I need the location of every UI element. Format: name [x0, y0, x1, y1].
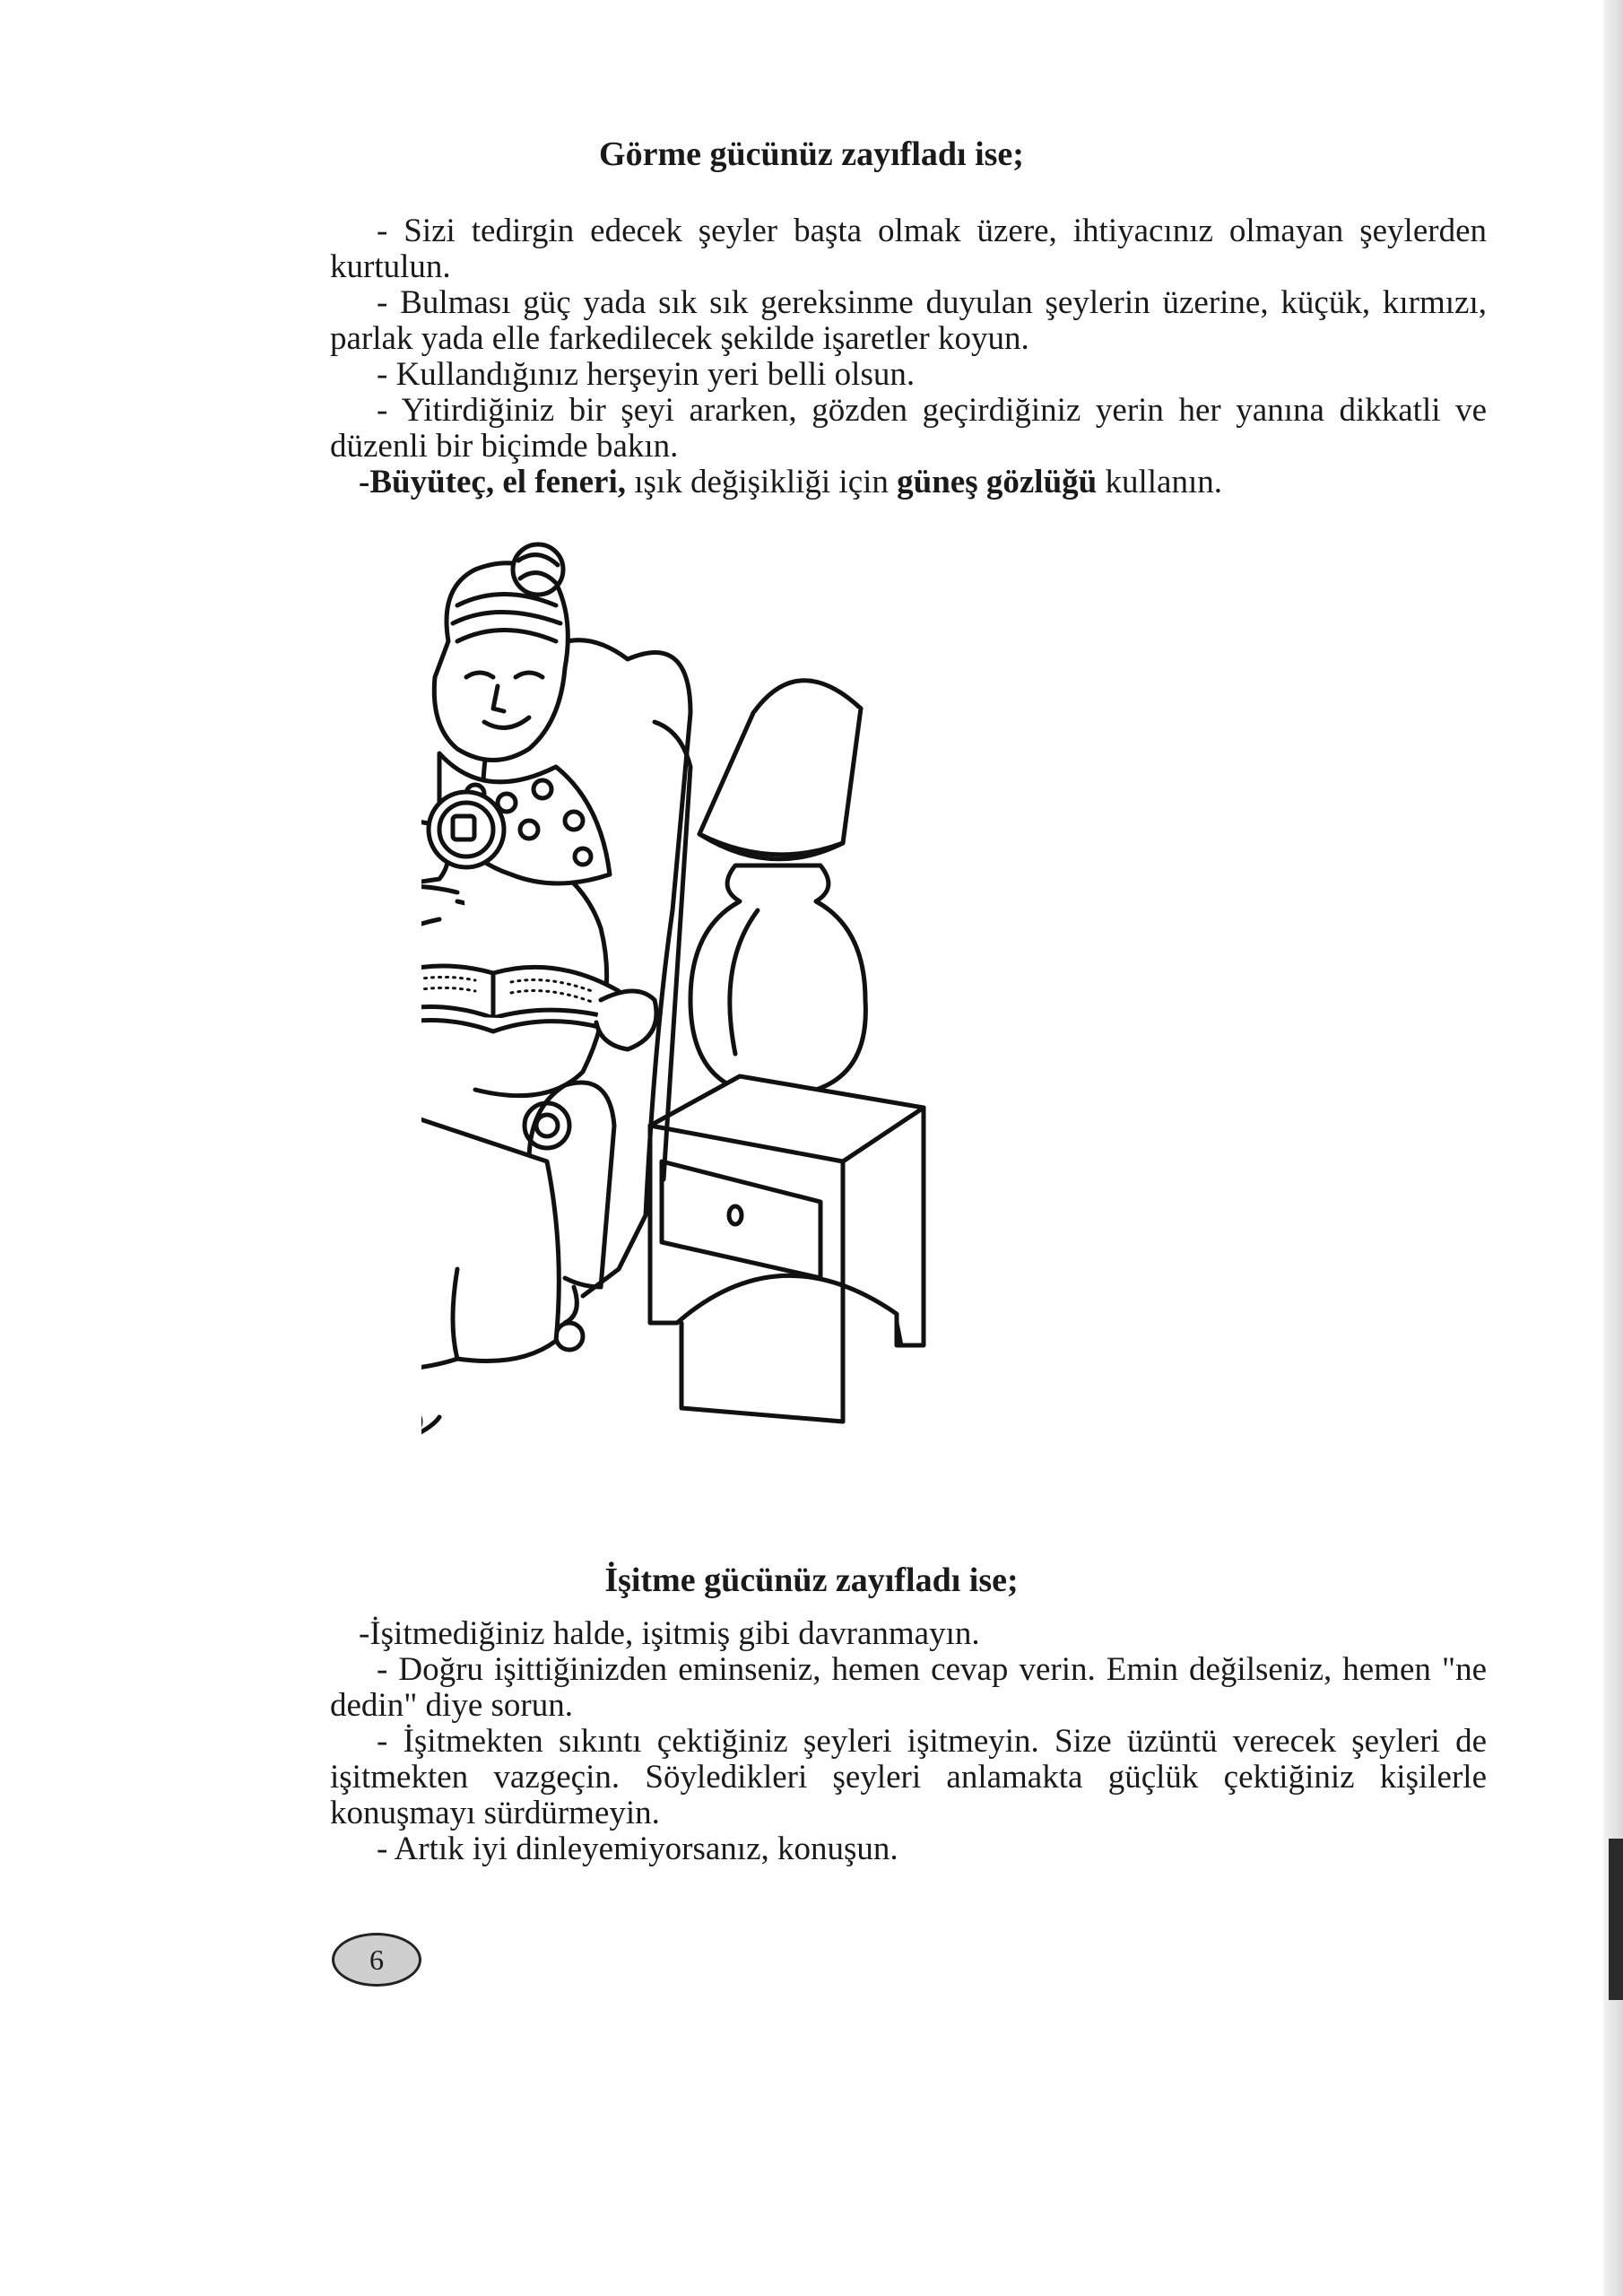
- hearing-tip-4: - Artık iyi dinleyemiyorsanız, konuşun.: [377, 1831, 898, 1867]
- heading-hearing: İşitme gücünüz zayıfladı ise;: [604, 1561, 1019, 1599]
- nightstand-icon: [650, 1076, 924, 1422]
- heading-vision: Görme gücünüz zayıfladı ise;: [599, 135, 1024, 173]
- vision-tip-3: - Kullandığınız herşeyin yeri belli olsun.: [377, 356, 916, 393]
- vision-tip-2: - Bulması güç yada sık sık gereksinme duyulan şeylerin üzerine, küçük, kırmızı, parlak yada elle farkedilecek şekilde işaretler koyun.: [330, 284, 1487, 357]
- hearing-tip-3: - İşitmekten sıkıntı çektiğiniz şeyleri işitmeyin. Size üzüntü verecek şeyleri de işitmekten vazgeçin. Söyledikleri şeyleri anlamakta güçlük çektiğiniz kişilerle konuşmayı sürdürmeyin.: [330, 1723, 1487, 1831]
- vision-tip-4: - Yitirdiğiniz bir şeyi ararken, gözden geçirdiğiniz yerin her yanına dikkatli ve düzenli bir biçimde bakın.: [330, 392, 1487, 465]
- elderly-woman-reading-illustration: [421, 534, 1417, 1538]
- lamp-icon: [690, 681, 865, 1090]
- page-number: 6: [332, 1933, 421, 1987]
- hearing-tip-2: - Doğru işittiğinizden eminseniz, hemen cevap verin. Emin değilseniz, hemen "ne dedin" diye sorun.: [330, 1651, 1487, 1724]
- hearing-tips: [330, 1616, 1487, 1867]
- page-edge-tab: [1609, 1839, 1623, 2000]
- vision-tips: [330, 213, 1487, 500]
- vision-tip-1: - Sizi tedirgin edecek şeyler başta olmak üzere, ihtiyacınız olmayan şeylerden kurtulun.: [330, 213, 1487, 285]
- vision-tip-5: -Büyüteç, el feneri, ışık değişikliği için güneş gözlüğü kullanın.: [359, 464, 1223, 500]
- hearing-tip-1: -İşitmediğiniz halde, işitmiş gibi davranmayın.: [359, 1615, 980, 1652]
